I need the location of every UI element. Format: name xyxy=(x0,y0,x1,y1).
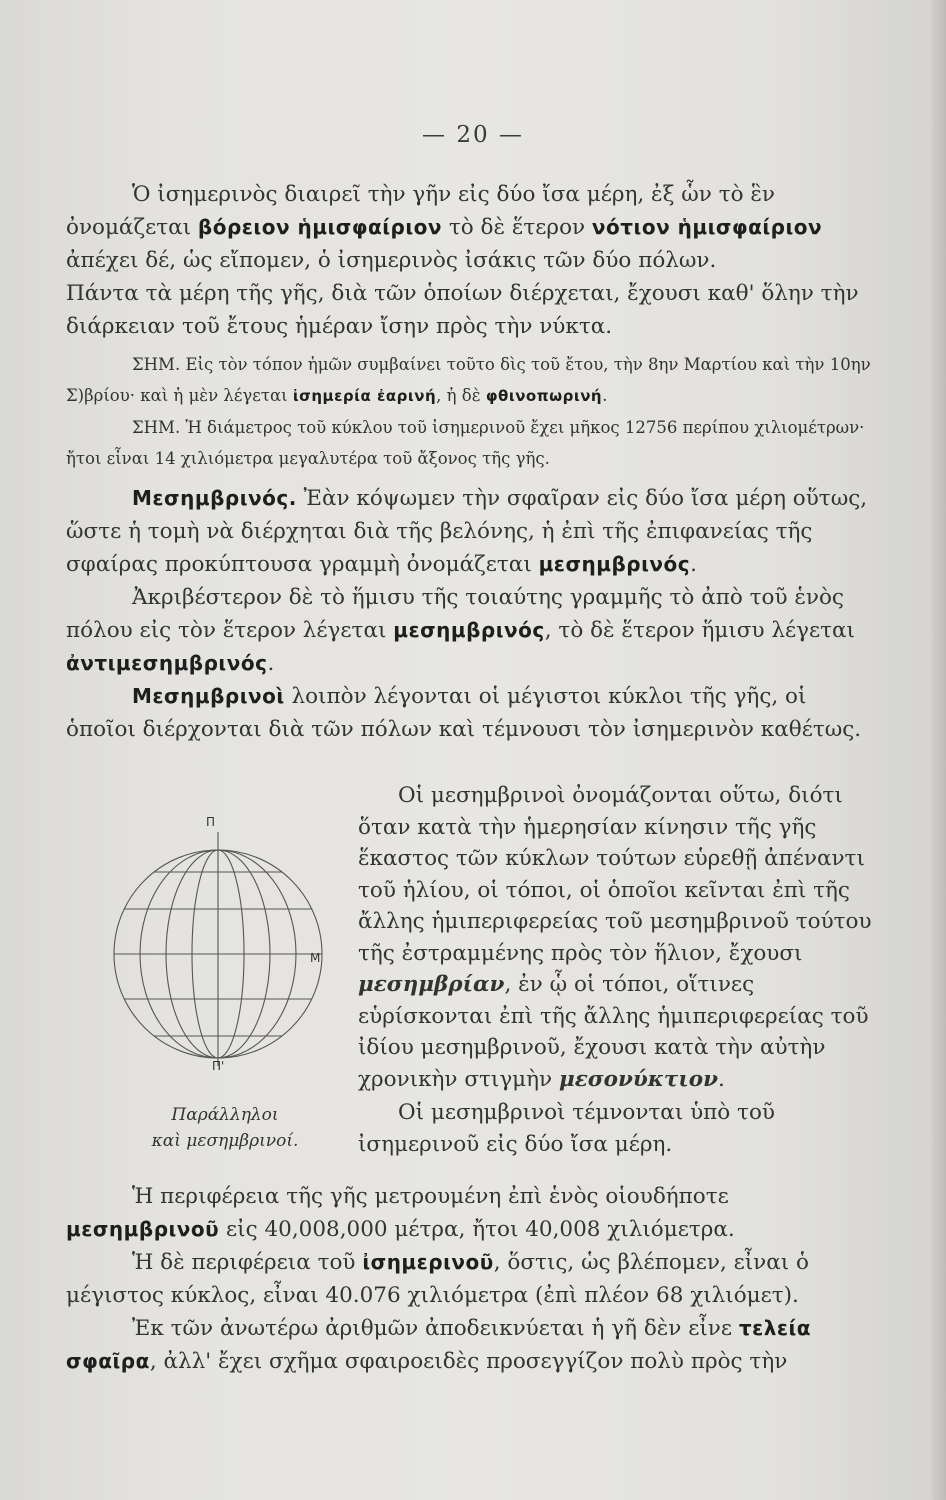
label-meridian: Μ xyxy=(310,951,321,965)
figure-caption-line1: Παράλληλοι xyxy=(171,1105,279,1125)
paragraph-meridian-definition: Μεσημβρινός. Ἐὰν κόψωμεν τὴν σφαῖραν εἰς δύο ἴσα μέρη οὕτως, ὥστε ἡ τομὴ νὰ διέρχηται διὰ τῆς βελόνης, ἡ ἐπὶ τῆς ἐπιφανείας τῆς σφαίρας προκύπτουσα γραμμὴ ὀνομάζεται μεσημβρινός. xyxy=(66,486,868,577)
page-edge xyxy=(932,0,946,1500)
paragraph-earth-shape: Ἐκ τῶν ἀνωτέρω ἀριθμῶν ἀποδεικνύεται ἡ γῆ δὲν εἶνε τελεία σφαῖρα, ἀλλ' ἔχει σχῆμα σφαιροειδὲς προσεγγίζον πολὺ πρὸς τὴν xyxy=(66,1316,812,1374)
term-equator-genitive: ἰσημερινοῦ xyxy=(362,1250,494,1274)
term-meridian-genitive: μεσημβρινοῦ xyxy=(66,1217,220,1241)
paragraph-meridians-great-circles: Μεσημβρινοὶ λοιπὸν λέγονται οἱ μέγιστοι κύκλοι τῆς γῆς, οἱ ὁποῖοι διέρχονται διὰ τῶν πόλων καὶ τέμνουσι τὸν ἰσημερινὸν καθέτως. xyxy=(66,684,862,742)
term-spring-equinox: ἰσημερία ἐαρινή xyxy=(292,387,437,405)
term-antimeridian: ἀντιμεσημβρινός xyxy=(66,651,268,675)
paragraph-equator-circumference: Ἡ δὲ περιφέρεια τοῦ ἰσημερινοῦ, ὅστις, ὡς βλέπομεν, εἶναι ὁ μέγιστος κύκλος, εἶναι 40.076 χιλιόμετρα (ἐπὶ πλέον 68 χιλιόμετ). xyxy=(66,1250,809,1308)
paragraph-antimeridian: Ἀκριβέστερον δὲ τὸ ἥμισυ τῆς τοιαύτης γραμμῆς τὸ ἀπὸ τοῦ ἑνὸς πόλου εἰς τὸν ἕτερον λέγεται μεσημβρινός, τὸ δὲ ἕτερον ἥμισυ λέγεται ἀντιμεσημβρινός. xyxy=(66,585,855,676)
paragraph-hemispheres: Ὁ ἰσημερινὸς διαιρεῖ τὴν γῆν εἰς δύο ἴσα μέρη, ἐξ ὧν τὸ ἓν ὀνομάζεται βόρειον ἡμισφαίριον τὸ δὲ ἕτερον νότιον ἡμισφαίριον ἀπέχει δέ, ὡς εἴπομεν, ὁ ἰσημερινὸς ἰσάκις τῶν δύο πόλων. xyxy=(66,182,823,273)
label-south-pole: Π' xyxy=(212,1059,225,1072)
globe-illustration xyxy=(112,812,334,1072)
globe-figure xyxy=(112,812,334,1072)
term-meridian: μεσημβρινός xyxy=(538,552,691,576)
term-midnight: μεσονύκτιον xyxy=(558,1066,719,1092)
paragraph-meridians-bisected: Οἱ μεσημβρινοὶ τέμνονται ὑπὸ τοῦ ἰσημερινοῦ εἰς δύο ἴσα μέρη. xyxy=(358,1100,775,1157)
upper-text-block xyxy=(66,178,878,746)
term-meridian-half: μεσημβρινός xyxy=(393,618,545,642)
lower-text-block xyxy=(66,1180,878,1378)
paragraph-noon-midnight: Οἱ μεσημβρινοὶ ὀνομάζονται οὕτω, διότι ὅταν κατὰ τὴν ἡμερησίαν κίνησιν τῆς γῆς ἕκαστος τῶν κύκλων τούτων εὑρεθῇ ἀπέναντι τοῦ ἡλίου, οἱ τόποι, οἱ ὁποῖοι κεῖνται ἐπὶ τῆς ἄλλης ἡμιπεριφερείας τοῦ μεσημβρινοῦ τούτου τῆς ἐστραμμένης πρὸς τὸν ἥλιον, ἔχουσι μεσημβρίαν, ἐν ᾧ οἱ τόποι, οἵτινες εὑρίσκονται ἐπὶ τῆς ἄλλης ἡμιπεριφερείας τοῦ ἰδίου μεσημβρινοῦ, ἔχουσι κατὰ τὴν αὐτὴν χρονικὴν στιγμὴν μεσονύκτιον. xyxy=(358,783,872,1092)
term-northern-hemisphere: βόρειον ἡμισφαίριον xyxy=(197,215,443,239)
heading-meridians: Μεσημβρινοὶ xyxy=(132,684,285,708)
term-noon: μεσημβρίαν xyxy=(358,972,505,997)
page-number: — 20 — xyxy=(422,122,524,148)
heading-meridian: Μεσημβρινός. xyxy=(132,486,297,510)
term-southern-hemisphere: νότιον ἡμισφαίριον xyxy=(591,215,823,239)
figure-caption xyxy=(110,1102,340,1154)
note-equinox: ΣΗΜ. Εἰς τὸν τόπον ἡμῶν συμβαίνει τοῦτο δὶς τοῦ ἔτου, τὴν 8ην Μαρτίου καὶ τὴν 10ην Σ)βρίου· καὶ ἡ μὲν λέγεται ἰσημερία ἐαρινή, ἡ δὲ φθινοπωρινή. xyxy=(66,355,871,405)
note-diameter: ΣΗΜ. Ἡ διάμετρος τοῦ κύκλου τοῦ ἰσημερινοῦ ἔχει μῆκος 12756 περίπου χιλιομέτρων· ἤτοι εἶναι 14 χιλιόμετρα μεγαλυτέρα τοῦ ἄξονος τῆς γῆς. xyxy=(66,418,865,468)
term-perfect-sphere: τελεία σφαῖρα xyxy=(66,1316,812,1373)
label-north-pole: Π xyxy=(206,815,216,829)
term-autumn-equinox: φθινοπωρινή xyxy=(485,387,603,405)
figure-caption-line2: καὶ μεσημβρινοί. xyxy=(151,1131,299,1151)
right-column-text xyxy=(358,780,878,1160)
paragraph-equal-day-night: Πάντα τὰ μέρη τῆς γῆς, διὰ τῶν ὁποίων διέρχεται, ἔχουσι καθ' ὅλην τὴν διάρκειαν τοῦ ἔτους ἡμέραν ἴσην πρὸς τὴν νύκτα. xyxy=(66,281,859,339)
paragraph-meridian-circumference: Ἡ περιφέρεια τῆς γῆς μετρουμένη ἐπὶ ἑνὸς οἱουδήποτε μεσημβρινοῦ εἰς 40,008,000 μέτρα, ἤτοι 40,008 χιλιόμετρα. xyxy=(66,1184,735,1242)
